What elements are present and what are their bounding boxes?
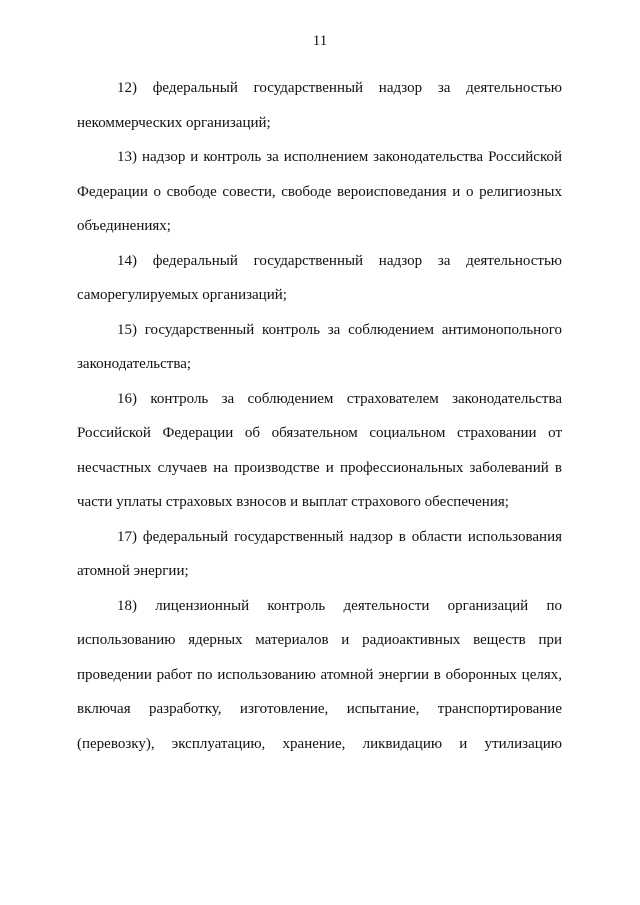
document-body <box>77 71 562 761</box>
page-number: 11 <box>312 33 328 49</box>
list-item-18: 18) лицензионный контроль деятельности организаций по использованию ядерных материалов и радиоактивных веществ при проведении работ по использованию атомной энергии в оборонных целях, включая разработку, изготовление, испытание, транспортирование (перевозку), эксплуатацию, хранение, ликвидацию и утилизацию <box>77 597 562 752</box>
list-item-15: 15) государственный контроль за соблюдением антимонопольного законодательства; <box>77 321 562 372</box>
list-item-17: 17) федеральный государственный надзор в области использования атомной энергии; <box>77 528 562 579</box>
list-item-12: 12) федеральный государственный надзор за деятельностью некоммерческих организаций; <box>77 80 562 131</box>
list-item-13: 13) надзор и контроль за исполнением законодательства Российской Федерации о свободе совести, свободе вероисповедания и о религиозных объединениях; <box>77 149 562 234</box>
list-item-16: 16) контроль за соблюдением страхователем законодательства Российской Федерации об обязательном социальном страховании от несчастных случаев на производстве и профессиональных заболеваний в части уплаты страховых взносов и выплат страхового обеспечения; <box>77 390 562 510</box>
list-item-14: 14) федеральный государственный надзор за деятельностью саморегулируемых организаций; <box>77 252 562 303</box>
